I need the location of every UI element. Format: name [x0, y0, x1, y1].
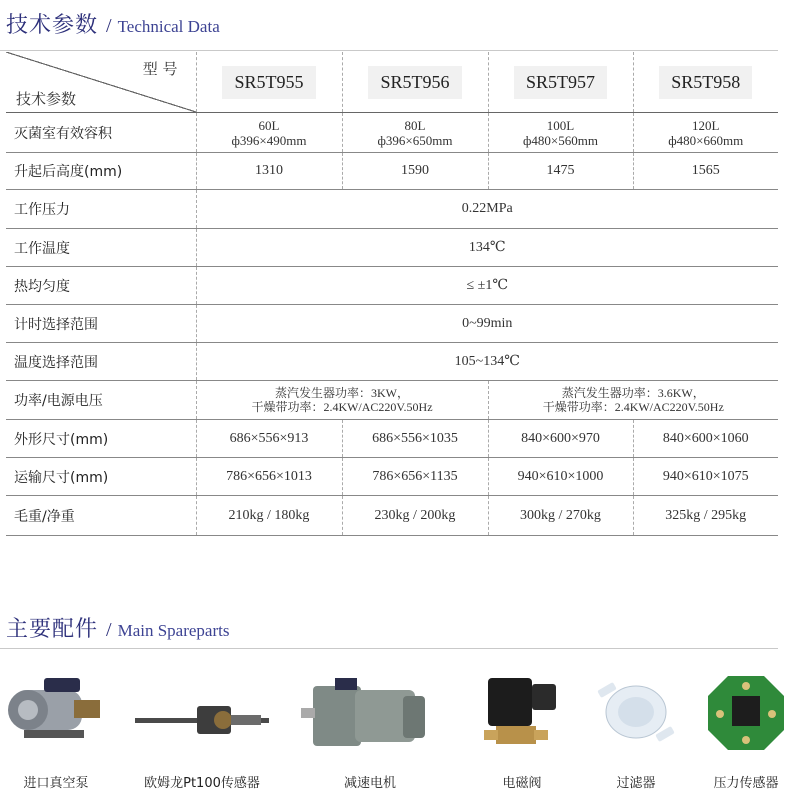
gear-motor-image: [295, 660, 445, 760]
table-row-temprange: [6, 343, 778, 381]
table-row-height: [6, 153, 778, 190]
vacuum-pump-image: [4, 660, 108, 750]
pt100-sensor-image: [127, 660, 277, 750]
row-label: 运输尺寸(mm): [6, 458, 196, 496]
power-cell: 蒸汽发生器功率：3.6KW， 干燥带功率：2.4KW/AC220V.50Hz: [488, 381, 778, 420]
corner-cell: [6, 52, 196, 113]
table-row-power: [6, 381, 778, 420]
table-row-temp: [6, 229, 778, 267]
row-label: 灭菌室有效容积: [6, 113, 196, 153]
table-cell: 840×600×970: [488, 420, 633, 458]
parts-heading-sep: /: [106, 619, 112, 641]
part-pt100-sensor: [122, 660, 282, 791]
corner-param-label: 技术参数: [16, 90, 77, 108]
table-cell: 0~99min: [196, 305, 778, 343]
table-cell: 786×656×1135: [342, 458, 488, 496]
table-row-volume: [6, 113, 778, 153]
table-row-outer: [6, 420, 778, 458]
table-cell: 105~134℃: [196, 343, 778, 381]
table-cell: 1475: [488, 153, 633, 190]
parts-heading-en: Main Spareparts: [117, 621, 230, 640]
row-label: 升起后高度(mm): [6, 153, 196, 190]
table-row-weight: [6, 496, 778, 536]
model-header: SR5T958: [633, 52, 778, 113]
table-cell: 300kg / 270kg: [488, 496, 633, 536]
row-label: 功率/电源电压: [6, 381, 196, 420]
part-caption: 进口真空泵: [23, 776, 89, 791]
table-cell: 134℃: [196, 229, 778, 267]
table-cell: 686×556×1035: [342, 420, 488, 458]
table-row-uniform: [6, 267, 778, 305]
part-caption: 欧姆龙Pt100传感器: [144, 776, 260, 791]
table-cell: 940×610×1000: [488, 458, 633, 496]
corner-model-label: 型 号: [142, 60, 178, 78]
table-cell: ≤ ±1℃: [196, 267, 778, 305]
tech-data-heading: [6, 8, 220, 39]
table-cell: 230kg / 200kg: [342, 496, 488, 536]
parts-heading-zh: 主要配件: [6, 617, 99, 642]
row-label: 工作温度: [6, 229, 196, 267]
table-cell: 325kg / 295kg: [633, 496, 778, 536]
table-row-timer: [6, 305, 778, 343]
spareparts-heading: [6, 612, 229, 643]
row-label: 热均匀度: [6, 267, 196, 305]
row-label: 外形尺寸(mm): [6, 420, 196, 458]
spareparts-gallery: [0, 660, 800, 800]
table-cell: 0.22MPa: [196, 190, 778, 229]
table-cell: 1590: [342, 153, 488, 190]
table-header-row: [6, 52, 778, 113]
power-cell: 蒸汽发生器功率：3KW， 干燥带功率：2.4KW/AC220V.50Hz: [196, 381, 488, 420]
volume-cell: 100L ф480×560mm: [488, 113, 633, 153]
part-caption: 压力传感器: [713, 776, 779, 791]
technical-data-table: [6, 52, 778, 536]
volume-cell: 60L ф396×490mm: [196, 113, 342, 153]
table-cell: 786×656×1013: [196, 458, 342, 496]
row-label: 毛重/净重: [6, 496, 196, 536]
table-cell: 840×600×1060: [633, 420, 778, 458]
tech-heading-zh: 技术参数: [6, 13, 99, 38]
part-vacuum-pump: [0, 660, 112, 791]
part-gear-motor: [290, 660, 450, 791]
part-caption: 过滤器: [616, 776, 656, 791]
parts-heading-rule: [0, 648, 778, 649]
table-row-pressure: [6, 190, 778, 229]
row-label: 计时选择范围: [6, 305, 196, 343]
model-header: SR5T957: [488, 52, 633, 113]
table-cell: 210kg / 180kg: [196, 496, 342, 536]
part-caption: 减速电机: [343, 776, 396, 791]
part-filter: [586, 660, 686, 791]
solenoid-valve-image: [474, 660, 570, 756]
table-cell: 1310: [196, 153, 342, 190]
table-cell: 686×556×913: [196, 420, 342, 458]
part-solenoid-valve: [470, 660, 574, 791]
model-header: SR5T955: [196, 52, 342, 113]
row-label: 温度选择范围: [6, 343, 196, 381]
filter-image: [590, 660, 682, 756]
row-label: 工作压力: [6, 190, 196, 229]
volume-cell: 80L ф396×650mm: [342, 113, 488, 153]
model-header: SR5T956: [342, 52, 488, 113]
part-caption: 电磁阀: [502, 776, 542, 791]
tech-heading-en: Technical Data: [117, 17, 220, 36]
pressure-sensor-image: [698, 660, 794, 760]
table-cell: 940×610×1075: [633, 458, 778, 496]
tech-heading-sep: /: [106, 15, 112, 37]
table-row-ship: [6, 458, 778, 496]
table-cell: 1565: [633, 153, 778, 190]
volume-cell: 120L ф480×660mm: [633, 113, 778, 153]
part-pressure-sensor: [694, 660, 798, 791]
tech-heading-rule: [0, 50, 778, 51]
